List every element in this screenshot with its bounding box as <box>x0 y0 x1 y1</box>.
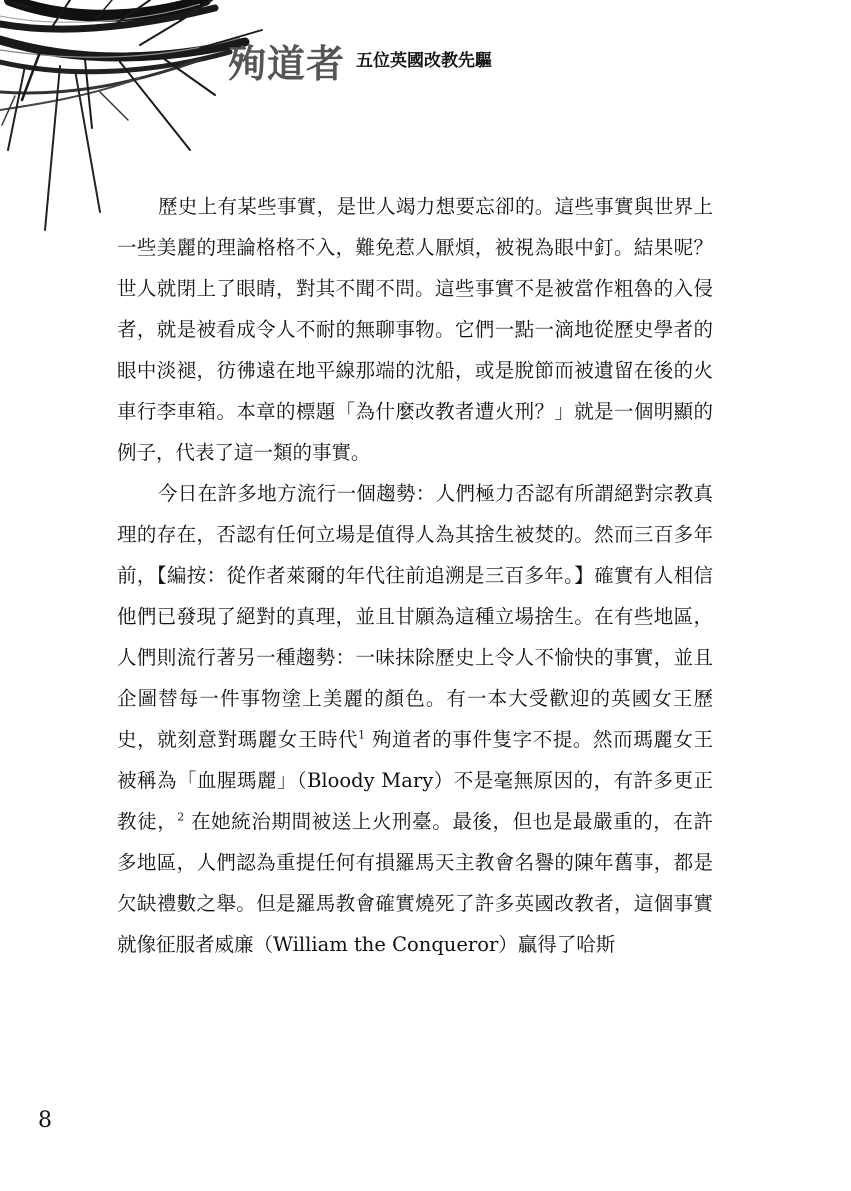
paragraph-2 <box>117 473 713 965</box>
paragraph-2-part-3: 在她統治期間被送上火刑臺。最後，但也是最嚴重的，在許多地區，人們認為重提任何有損羅馬天主教會名譽的陳年舊事，都是欠缺禮數之舉。但是羅馬教會確實燒死了許多英國改教者，這個事實就像征服者威廉（William the Conqueror）贏得了哈斯 <box>117 810 713 956</box>
paragraph-2-part-2: 殉道者的事件隻字不提。然而瑪麗女王被稱為「血腥瑪麗」（Bloody Mary）不是毫無原因的，有許多更正教徒， <box>117 728 713 833</box>
footnote-marker-1[interactable]: 1 <box>358 728 366 742</box>
paragraph-1: 歷史上有某些事實，是世人竭力想要忘卻的。這些事實與世界上一些美麗的理論格格不入，難免惹人厭煩，被視為眼中釘。結果呢？世人就閉上了眼睛，對其不聞不問。這些事實不是被當作粗魯的入侵者，就是被看成令人不耐的無聊事物。它們一點一滴地從歷史學者的眼中淡褪，彷彿遠在地平線那端的沈船，或是脫節而被遺留在後的火車行李車箱。本章的標題「為什麼改教者遭火刑？」就是一個明顯的例子，代表了這一類的事實。 <box>117 195 713 464</box>
book-subtitle: 五位英國改教先驅 <box>356 51 492 71</box>
body-text <box>117 186 713 965</box>
footnote-marker-2[interactable]: 2 <box>177 810 185 824</box>
page-number: 8 <box>38 1108 52 1133</box>
chapter-running-title: 殉道者 <box>228 42 346 86</box>
paragraph-2-part-1: 今日在許多地方流行一個趨勢：人們極力否認有所謂絕對宗教真理的存在，否認有任何立場是值得人為其捨生被焚的。然而三百多年前，【編按：從作者萊爾的年代往前追溯是三百多年。】確實有人相信他們已發現了絕對的真理，並且甘願為這種立場捨生。在有些地區，人們則流行著另一種趨勢：一味抹除歷史上令人不愉快的事實，並且企圖替每一件事物塗上美麗的顏色。有一本大受歡迎的英國女王歷史，就刻意對瑪麗女王時代 <box>117 482 713 751</box>
